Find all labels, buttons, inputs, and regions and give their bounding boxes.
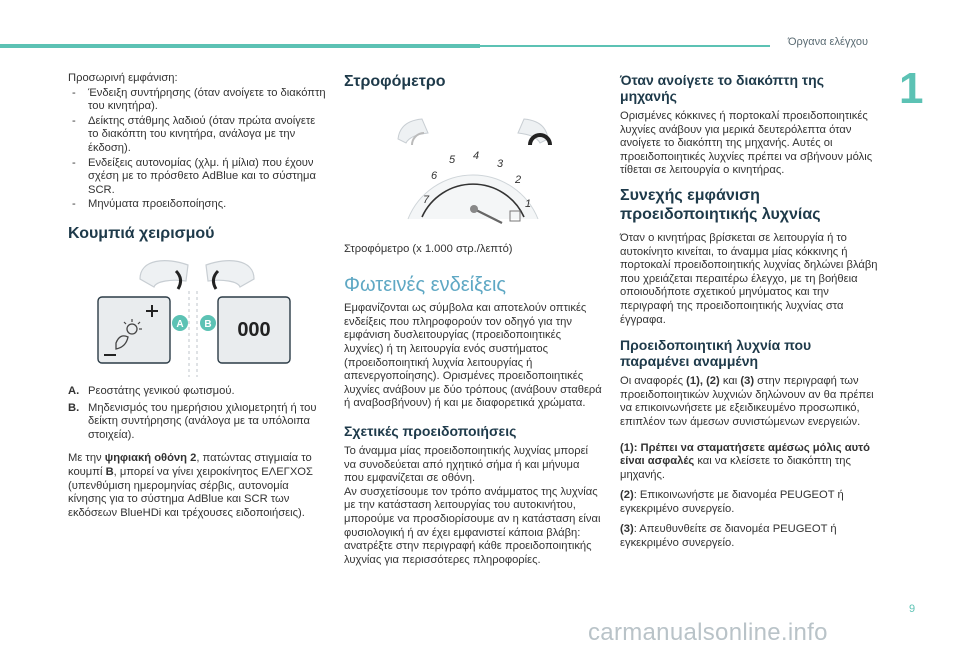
note-3-key: (3) <box>620 523 634 536</box>
gauge-tick-5: 5 <box>448 154 456 166</box>
label-a-text: Ρεοστάτης γενικού φωτισμού. <box>88 384 235 397</box>
section-heading-warning-lamps: Φωτεινές ενδείξεις <box>344 273 507 296</box>
ref-1: (1) <box>686 375 700 388</box>
chapter-title: Όργανα ελέγχου <box>788 36 868 48</box>
badge-b: B <box>204 318 212 330</box>
gauge-tick-4: 4 <box>472 150 480 162</box>
tachometer-caption: Στροφόμετρο (x 1.000 στρ./λεπτό) <box>344 243 513 255</box>
ref-3: (3) <box>740 375 755 388</box>
note-3 <box>620 523 882 550</box>
ignition-on-paragraph: Ορισμένες κόκκινες ή πορτοκαλί προειδοποιητικές λυχνίες ανάβουν για μερικά δευτερόλεπτα όταν ανοίγετε το διακόπτη της μηχανής. Αυτές οι προειδοποιητικές λυχνίες πρέπει να σβήνουν μόλις τίθεται σε λειτουργία ο κινητήρας. <box>620 110 873 177</box>
related-warnings-paragraph-1: Το άναμμα μίας προειδοποιητικής λυχνίας μπορεί να συνοδεύεται από ηχητικό σήμα ή και μήνυμα που εμφανίζεται σε οθόνη. <box>344 444 589 485</box>
digital-display-paragraph <box>68 452 326 520</box>
text-span: Με την <box>68 452 105 465</box>
gauge-tick-2: 2 <box>514 174 522 186</box>
label-b-text: Μηδενισμός του ημερήσιου χιλιομετρητή ή του δείκτη συντήρησης (ανάλογα με τα υπόλοιπα στοιχεία). <box>88 401 317 441</box>
note-3-text: : Απευθυνθείτε σε διανομέα PEUGEOT ή εγκεκριμένο συνεργείο. <box>620 523 837 550</box>
text-span: , μπορεί να γίνει χειροκίνητος ΕΛΕΓΧΟΣ (υπενθύμιση ημερομηνίας σέρβις, αυτονομία κίνησης για το σύστημα AdBlue και SCR των εκδόσεων BlueHDi και τρέχουσες ειδοποιήσεις). <box>68 465 313 519</box>
section-heading-ignition-on: Όταν ανοίγετε το διακόπτη της μηχανής <box>620 72 825 104</box>
list-item: - Ενδείξεις αυτονομίας (χλμ. ή μίλια) που έχουν σχέση με το πρόσθετο AdBlue και το σύστημα SCR. <box>68 157 326 198</box>
lamp-stays-on-paragraph <box>620 375 882 429</box>
text-span: και <box>719 375 741 388</box>
header-rule-thin <box>480 45 770 47</box>
note-1-bold: : Πρέπει να σταματήσετε αμέσως μόλις αυτό είναι ασφαλές <box>620 441 870 468</box>
control-buttons-svg <box>68 251 326 379</box>
section-heading-tachometer: Στροφόμετρο <box>344 73 446 90</box>
gauge-tick-6: 6 <box>430 170 438 182</box>
text-span: Οι αναφορές <box>620 375 687 388</box>
header-rule <box>0 44 480 48</box>
gauge-tick-3: 3 <box>496 158 504 170</box>
label-a-key: A. <box>68 384 80 397</box>
column-right <box>620 72 882 558</box>
note-2-key: (2) <box>620 489 634 502</box>
ref-2: (2) <box>706 375 720 388</box>
warning-lamps-paragraph: Εμφανίζονται ως σύμβολα και αποτελούν οπτικές ενδείξεις που πληροφορούν τον οδηγό για την εμφάνιση δυσλειτουργίας (προειδοποιητικές λυχνίες) ή τη λειτουργία ενός συστήματος (προειδοποιητική λυχνία λειτουργίας ή απενεργοποίησης). Ορισμένες προειδοποιητικές λυχνίες ανάβουν με δύο τρόπους (ανάβουν σταθερά ή αναβοσβήνουν) ή και με διαφορετικά χρώματα. <box>344 302 602 410</box>
control-buttons-illustration <box>68 251 326 379</box>
note-2 <box>620 489 882 516</box>
tachometer-svg <box>344 99 602 239</box>
watermark: carmanualsonline.info <box>588 619 828 646</box>
text-span: , <box>699 375 707 388</box>
column-left <box>68 72 326 527</box>
bold-span: ψηφιακή οθόνη 2 <box>104 452 197 465</box>
note-1-text: και να κλείσετε το διακόπτη της μηχανής. <box>620 455 851 481</box>
section-heading-related-warnings: Σχετικές προειδοποιήσεις <box>344 422 517 439</box>
gauge-tick-7: 7 <box>422 194 430 206</box>
chapter-number: 1 <box>899 64 924 113</box>
gauge-tick-1: 1 <box>524 198 532 210</box>
note-2-text: : Επικοινωνήστε με διανομέα PEUGEOT ή εγκεκριμένο συνεργείο. <box>620 489 844 515</box>
list-item: - Ένδειξη συντήρησης (όταν ανοίγετε το διακόπτη του κινητήρα). <box>68 87 326 114</box>
section-heading-buttons: Κουμπιά χειρισμού <box>68 224 215 242</box>
bold-span: B <box>105 465 114 478</box>
text-span: στην περιγραφή των προειδοποιητικών λυχνιών δηλώνουν αν θα πρέπει να επικοινωνήσετε με εξειδικευμένο προσωπικό, επιπλέον των άμεσων συνιστώμενων ενεργειών. <box>620 375 874 428</box>
label-a <box>68 385 326 399</box>
label-b <box>68 402 326 443</box>
label-b-key: B. <box>68 401 80 414</box>
list-item: - Μηνύματα προειδοποίησης. <box>68 198 326 212</box>
text-span: , πατώντας στιγμιαία το κουμπί <box>68 452 312 478</box>
section-heading-continuous-lamp: Συνεχής εμφάνιση προειδοποιητικής λυχνίας <box>620 186 821 223</box>
continuous-lamp-paragraph: Όταν ο κινητήρας βρίσκεται σε λειτουργία ή το αυτοκίνητο κινείται, το άναμμα μίας κόκκινης ή πορτοκαλί προειδοποιητικής λυχνίας δηλώνει βλάβη που χρειάζεται περαιτέρω έλεγχο, με τη βοήθεια οποιουδήποτε σχετικού μηνύματος και την περιγραφή της προειδοποιητικής λυχνίας στα έγγραφα. <box>620 231 878 326</box>
section-heading-lamp-stays-on: Προειδοποιητική λυχνία που παραμένει αναμμένη <box>620 337 812 370</box>
reset-display-digits: 000 <box>237 318 271 341</box>
column-middle <box>344 72 602 574</box>
list-item: - Δείκτης στάθμης λαδιού (όταν πρώτα ανοίγετε το διακόπτη του κινητήρα, ανάλογα με την έκδοση). <box>68 115 326 156</box>
note-1-key: (1) <box>620 441 634 454</box>
badge-a: A <box>176 318 184 330</box>
related-warnings-paragraph-2: Αν συσχετίσουμε τον τρόπο ανάμματος της λυχνίας με την κατάσταση λειτουργίας του αυτοκινήτου, μπορούμε να προσδιορίσουμε αν η κατάσταση είναι φυσιολογική ή αν έχει εμφανιστεί κάποια βλάβη: ανατρέξτε στην περιγραφή κάθε προειδοποιητικής λυχνίας για περισσότερες πληροφορίες. <box>344 485 601 566</box>
temp-display-list <box>68 87 326 212</box>
temp-display-intro: Προσωρινή εμφάνιση: <box>68 72 178 84</box>
page-number: 9 <box>909 603 916 615</box>
tachometer-illustration <box>344 99 602 239</box>
note-1 <box>620 442 882 483</box>
